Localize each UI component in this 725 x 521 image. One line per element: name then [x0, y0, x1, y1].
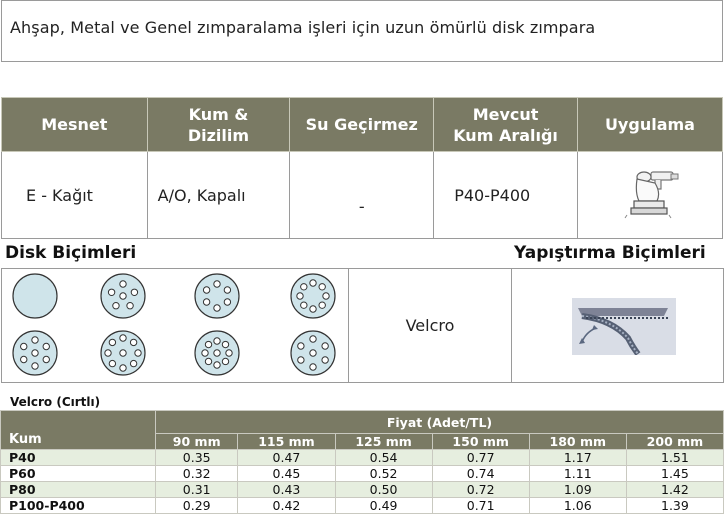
cell-price: 1.51	[626, 450, 723, 466]
disk-shape-icon	[195, 331, 239, 375]
velcro-attachment-icon	[572, 298, 676, 355]
cell-price: 0.45	[238, 466, 335, 482]
header-size: 150 mm	[432, 434, 529, 450]
cell-price: 1.42	[626, 482, 723, 498]
price-caption: Velcro (Cırtlı)	[10, 395, 101, 409]
cell-price: 0.50	[335, 482, 432, 498]
cell-uygulama	[577, 152, 722, 239]
cell-price: 0.42	[238, 498, 335, 514]
cell-kum: P40	[1, 450, 156, 466]
attachment-type-cell: Velcro	[348, 268, 512, 383]
cell-kum-dizilim: A/O, Kapalı	[147, 152, 290, 239]
cell-price: 1.17	[529, 450, 626, 466]
header-size: 180 mm	[529, 434, 626, 450]
header-mesnet: Mesnet	[2, 98, 148, 152]
cell-price: 0.72	[432, 482, 529, 498]
header-kum-araligi: Mevcut Kum Aralığı	[434, 98, 578, 152]
table-row	[1, 466, 724, 482]
table-row	[1, 482, 724, 498]
header-uygulama: Uygulama	[577, 98, 722, 152]
disk-shape-icon	[101, 331, 145, 375]
cell-price: 0.29	[156, 498, 238, 514]
header-size: 115 mm	[238, 434, 335, 450]
header-su-gecirmez: Su Geçirmez	[290, 98, 434, 152]
disk-shapes-title: Disk Biçimleri	[5, 243, 137, 263]
cell-price: 0.49	[335, 498, 432, 514]
cell-price: 0.35	[156, 450, 238, 466]
header-kum: Kum	[1, 411, 156, 450]
table-row	[1, 498, 724, 514]
spec-row	[2, 152, 723, 239]
disk-shape-icon	[291, 274, 335, 318]
price-table	[0, 410, 724, 514]
cell-price: 0.71	[432, 498, 529, 514]
header-fiyat: Fiyat (Adet/TL)	[156, 411, 724, 434]
disk-shape-icon	[291, 331, 335, 375]
cell-su-gecirmez: -	[290, 152, 434, 239]
cell-price: 1.11	[529, 466, 626, 482]
attachment-types-title: Yapıştırma Biçimleri	[514, 243, 706, 263]
cell-kum: P100-P400	[1, 498, 156, 514]
cell-price: 0.32	[156, 466, 238, 482]
cell-price: 0.31	[156, 482, 238, 498]
disk-shape-icon	[13, 331, 57, 375]
header-size: 125 mm	[335, 434, 432, 450]
table-row	[1, 450, 724, 466]
cell-kum-araligi: P40-P400	[434, 152, 578, 239]
sander-icon	[615, 163, 685, 223]
cell-kum: P60	[1, 466, 156, 482]
header-size: 200 mm	[626, 434, 723, 450]
cell-price: 0.47	[238, 450, 335, 466]
product-description: Ahşap, Metal ve Genel zımparalama işleri için uzun ömürlü disk zımpara	[1, 0, 723, 62]
cell-price: 0.43	[238, 482, 335, 498]
disk-shape-icon	[13, 274, 57, 318]
cell-price: 1.06	[529, 498, 626, 514]
cell-price: 0.77	[432, 450, 529, 466]
header-size: 90 mm	[156, 434, 238, 450]
cell-price: 0.54	[335, 450, 432, 466]
cell-price: 1.45	[626, 466, 723, 482]
disk-shape-icon	[195, 274, 239, 318]
cell-price: 0.52	[335, 466, 432, 482]
cell-price: 1.39	[626, 498, 723, 514]
spec-table	[1, 97, 723, 239]
cell-mesnet: E - Kağıt	[2, 152, 148, 239]
header-kum-dizilim: Kum & Dizilim	[147, 98, 290, 152]
cell-kum: P80	[1, 482, 156, 498]
cell-price: 0.74	[432, 466, 529, 482]
disk-shape-icon	[101, 274, 145, 318]
cell-price: 1.09	[529, 482, 626, 498]
